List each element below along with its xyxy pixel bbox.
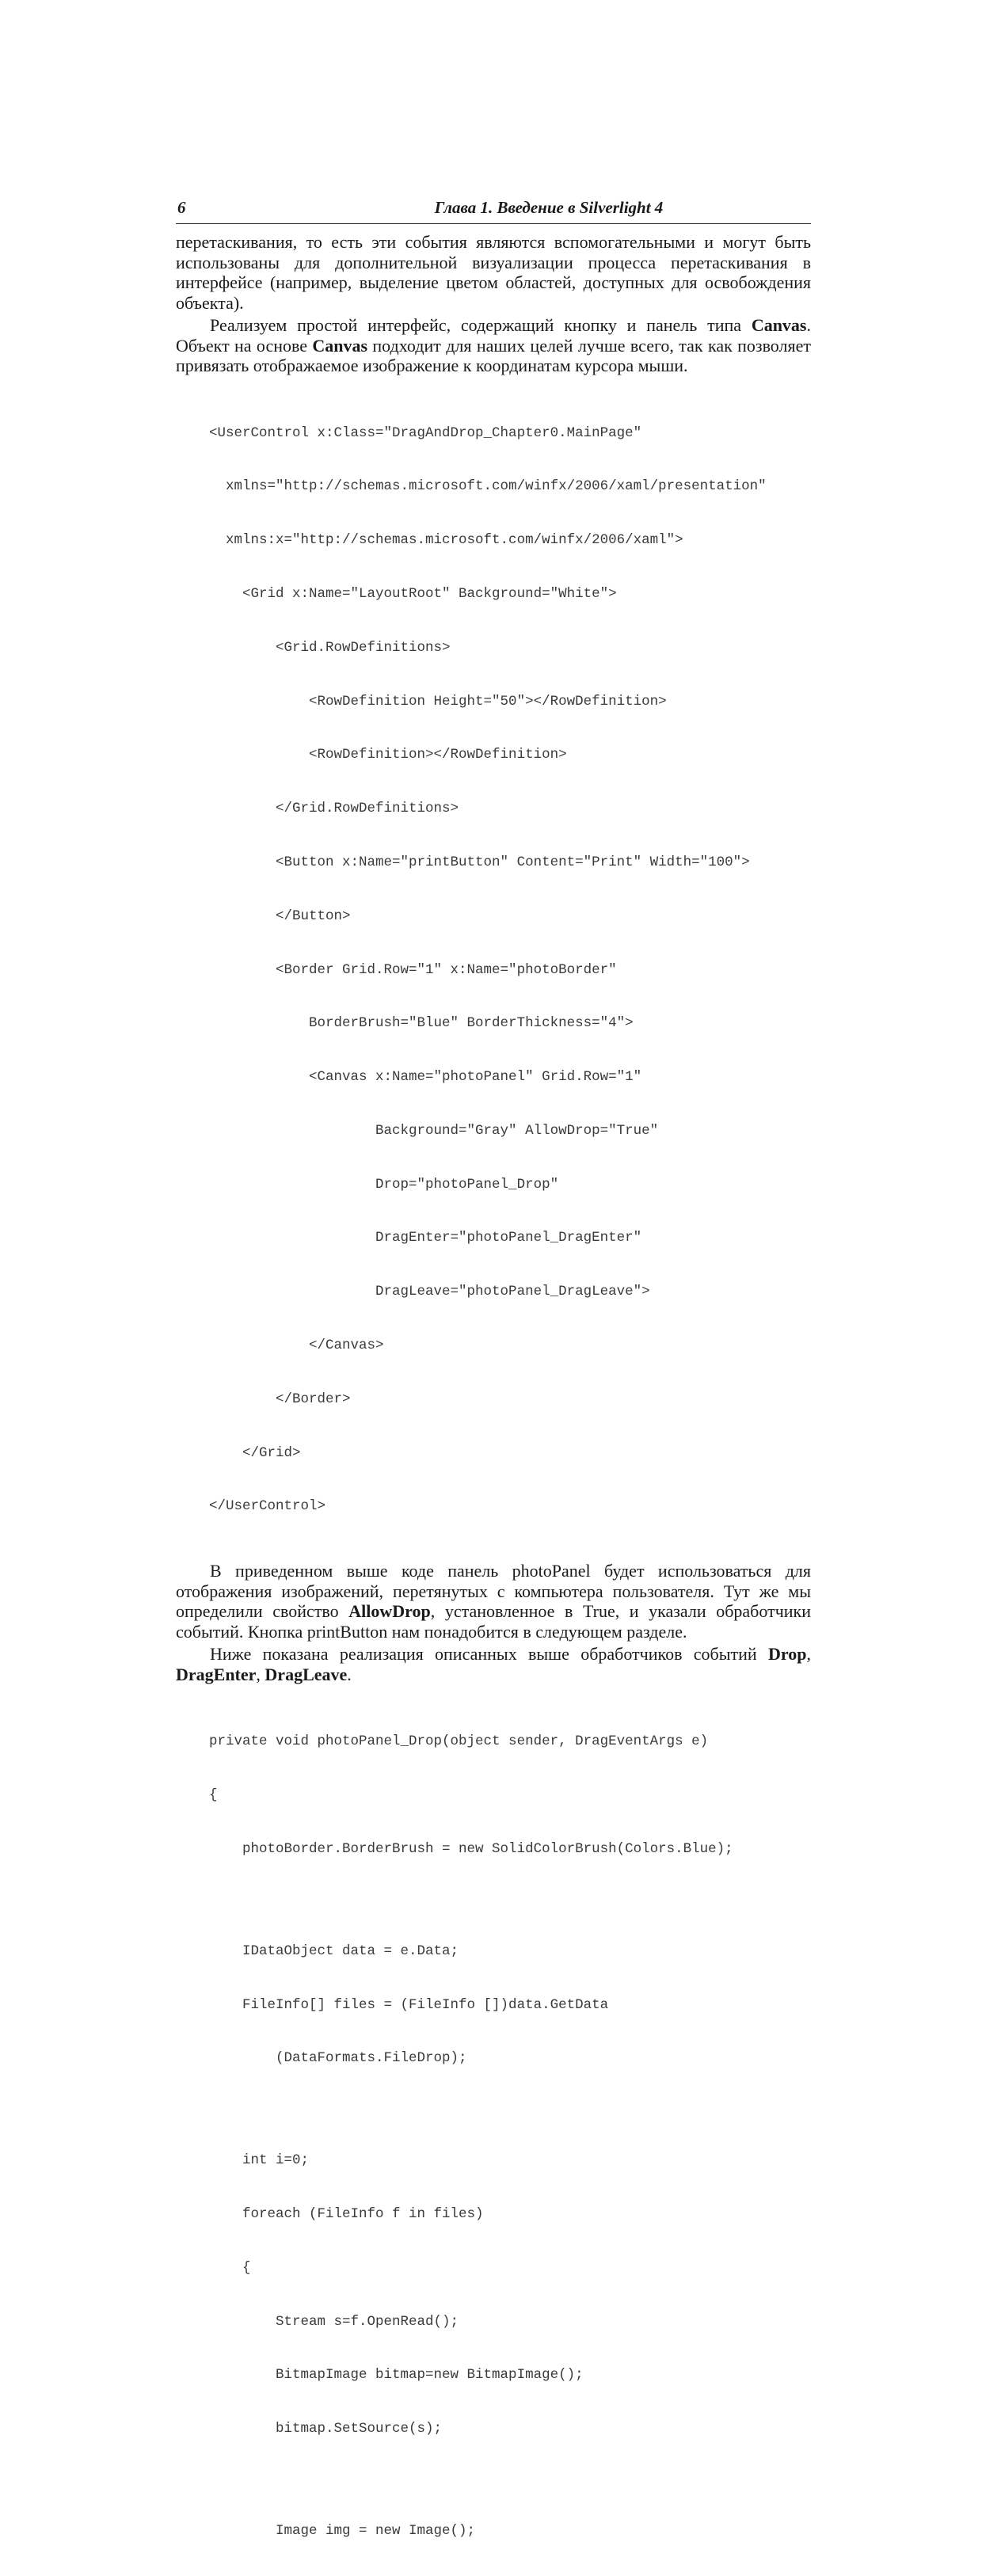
text-run: В приведенном выше коде панель photoPanel будет использоваться для отображения изображений, перетянутых с компьютера пользователя. Тут же мы определили свойство [176, 1561, 811, 1622]
code-line: Image img = new Image(); [209, 2523, 476, 2540]
term-canvas: Canvas [312, 335, 368, 356]
text-run: подходит для наших целей лучше всего, так как позволяет привязать отображаемое изображение к координатам курсора мыши. [176, 335, 811, 375]
paragraph-canvas-intro [176, 315, 811, 376]
text-run: Реализуем простой интерфейс, содержащий кнопку и панель типа [210, 315, 752, 335]
code-line: <Border Grid.Row="1" x:Name="photoBorder" [209, 961, 617, 978]
text-run: , установленное в True, и указали обработчики событий. Кнопка printButton нам понадобится в следующем разделе. [176, 1601, 811, 1642]
paragraph-handlers-intro [176, 1644, 811, 1684]
paragraph-code-explanation [176, 1561, 811, 1642]
code-line: foreach (FileInfo f in files) [209, 2206, 484, 2223]
running-head [176, 196, 811, 224]
code-blank-gap [209, 1894, 811, 1907]
chapter-title: Глава 1. Введение в Silverlight 4 [434, 198, 664, 217]
code-line: IDataObject data = e.Data; [209, 1942, 459, 1959]
code-line: </UserControl> [209, 1498, 326, 1515]
code-line: </Border> [209, 1391, 351, 1407]
text-run: , [256, 1664, 265, 1684]
code-line: private void photoPanel_Drop(object sender, DragEventArgs e) [209, 1733, 709, 1750]
code-line: { [209, 2259, 251, 2276]
code-line: </Button> [209, 907, 351, 924]
code-line: bitmap.SetSource(s); [209, 2421, 443, 2437]
code-line: DragLeave="photoPanel_DragLeave"> [209, 1284, 650, 1300]
text-run: , [806, 1644, 811, 1665]
code-line: int i=0; [209, 2152, 310, 2169]
code-line: DragEnter="photoPanel_DragEnter" [209, 1230, 642, 1246]
code-line: </Canvas> [209, 1337, 384, 1353]
code-line: BitmapImage bitmap=new BitmapImage(); [209, 2367, 584, 2384]
csharp-code-listing [209, 1697, 811, 2576]
code-line: <RowDefinition></RowDefinition> [209, 747, 567, 763]
book-page [176, 196, 811, 2576]
code-line: <Canvas x:Name="photoPanel" Grid.Row="1" [209, 1069, 642, 1086]
code-line: <Grid.RowDefinitions> [209, 639, 451, 656]
code-line: photoBorder.BorderBrush = new SolidColorBrush(Colors.Blue); [209, 1840, 733, 1857]
code-blank-gap [209, 2103, 811, 2116]
code-line: xmlns:x="http://schemas.microsoft.com/winfx/2006/xaml"> [209, 532, 683, 549]
code-line: <RowDefinition Height="50"></RowDefinition> [209, 693, 667, 710]
code-line: BorderBrush="Blue" BorderThickness="4"> [209, 1015, 634, 1032]
code-line: <Button x:Name="printButton" Content="Print" Width="100"> [209, 854, 750, 870]
code-line: Drop="photoPanel_Drop" [209, 1176, 559, 1193]
code-line: FileInfo[] files = (FileInfo [])data.GetData [209, 1996, 609, 2013]
paragraph-continuation: перетаскивания, то есть эти события являются вспомогательными и могут быть использованы для дополнительной визуализации процесса перетаскивания в интерфейсе (например, выделение цветом областей, доступных для освобождения объекта). [176, 232, 811, 313]
page-number: 6 [177, 198, 186, 217]
term-dragenter: DragEnter [176, 1664, 257, 1684]
term-canvas: Canvas [751, 315, 807, 335]
text-run: . Объект на основе [176, 315, 811, 356]
xaml-code-listing [209, 389, 811, 1552]
code-blank-gap [209, 2474, 811, 2487]
term-drop: Drop [768, 1644, 807, 1665]
term-dragleave: DragLeave [265, 1664, 348, 1684]
code-line: Stream s=f.OpenRead(); [209, 2313, 459, 2330]
code-line: { [209, 1787, 218, 1804]
code-line: xmlns="http://schemas.microsoft.com/winfx/2006/xaml/presentation" [209, 478, 767, 495]
text-run: . [347, 1664, 352, 1684]
code-line: <Grid x:Name="LayoutRoot" Background="White"> [209, 586, 617, 603]
code-line: <UserControl x:Class="DragAndDrop_Chapter0.MainPage" [209, 424, 642, 441]
code-line: </Grid> [209, 1444, 301, 1461]
code-line: (DataFormats.FileDrop); [209, 2050, 467, 2067]
code-line: Background="Gray" AllowDrop="True" [209, 1122, 659, 1139]
term-allowdrop: AllowDrop [348, 1601, 431, 1622]
text-run: Ниже показана реализация описанных выше обработчиков событий [210, 1644, 768, 1665]
code-line: </Grid.RowDefinitions> [209, 801, 459, 817]
